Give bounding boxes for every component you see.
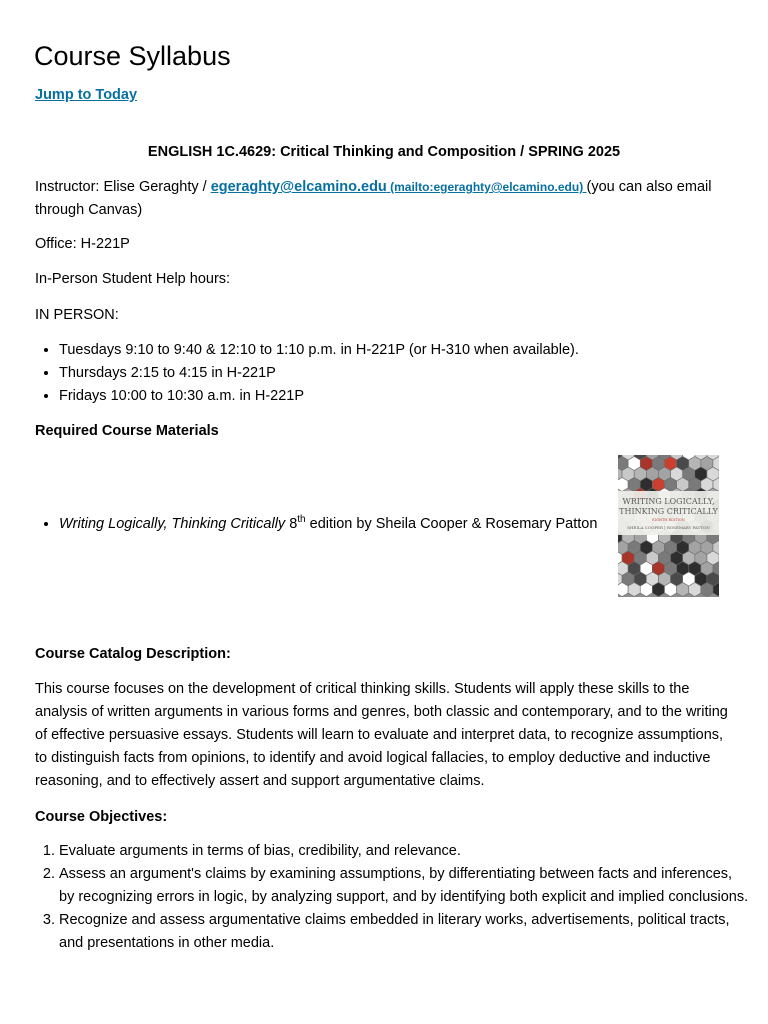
catalog-description: This course focuses on the development of critical thinking skills. Students will apply these skills to the analysis of written arguments in various forms and genres, both classic and contemporary, and to the writing of effective persuasive essays. Students will learn to evaluate and interpret data, to recognize assumptions, to distinguish facts from opinions, to identify and avoid logical fallacies, to employ deductive and inductive reasoning, and to effectively assert and support argumentative claims.	[35, 681, 728, 789]
materials-heading: Required Course Materials	[35, 423, 219, 439]
objectives-heading: Course Objectives:	[35, 809, 168, 825]
instructor-email-link[interactable]: egeraghty@elcamino.edu	[210, 179, 387, 195]
instructor-suffix: (you can also email through Canvas)	[35, 179, 712, 218]
list-item	[59, 513, 597, 536]
office-line: Office: H-221P	[35, 236, 130, 252]
catalog-heading: Course Catalog Description:	[35, 646, 231, 662]
book-cover-edition: EIGHTH EDITION	[652, 518, 685, 522]
list-item: • Tuesdays 9:10 to 9:40 & 12:10 to 1:10 p.m. in H-221P (or H-310 when available).	[59, 339, 579, 362]
instructor-mailto-link[interactable]: (mailto:egeraghty@elcamino.edu)	[386, 180, 587, 194]
book-edition-sup: th	[297, 514, 306, 526]
instructor-line	[35, 176, 735, 222]
book-title: Writing Logically, Thinking Critically	[59, 516, 286, 532]
list-item: • Fridays 10:00 to 10:30 a.m. in H-221P	[59, 385, 579, 408]
jump-to-today-link[interactable]: Jump to Today	[35, 87, 138, 103]
book-cover-title-1: WRITING LOGICALLY,	[622, 497, 715, 506]
help-hours-heading: In-Person Student Help hours:	[35, 271, 231, 287]
book-cover-image	[618, 455, 719, 597]
book-cover-title-2: THINKING CRITICALLY	[619, 507, 718, 516]
book-edition-number: 8	[285, 516, 298, 532]
instructor-prefix: Instructor: Elise Geraghty /	[35, 179, 211, 195]
book-cover-authors: SHEILA COOPER | ROSEMARY PATTON	[627, 525, 710, 530]
materials-list	[35, 513, 597, 536]
in-person-label: IN PERSON:	[35, 307, 119, 323]
course-heading: ENGLISH 1C.4629: Critical Thinking and Composition / SPRING 2025	[147, 144, 621, 160]
objectives-list	[35, 840, 749, 955]
help-hours-list	[35, 339, 579, 408]
book-edition-rest: edition by Sheila Cooper & Rosemary Patton	[305, 516, 598, 532]
list-item: • Thursdays 2:15 to 4:15 in H-221P	[59, 362, 579, 385]
list-item: 3. Recognize and assess argumentative claims embedded in literary works, advertisements, political tracts, and presentations in other media.	[59, 909, 749, 955]
list-item: 2. Assess an argument's claims by examining assumptions, by differentiating between facts and inferences, by recognizing errors in logic, by analyzing support, and by identifying both explicit and implied conclusions.	[59, 863, 749, 909]
list-item: 1. Evaluate arguments in terms of bias, credibility, and relevance.	[59, 840, 749, 863]
page-title: Course Syllabus	[34, 41, 231, 71]
